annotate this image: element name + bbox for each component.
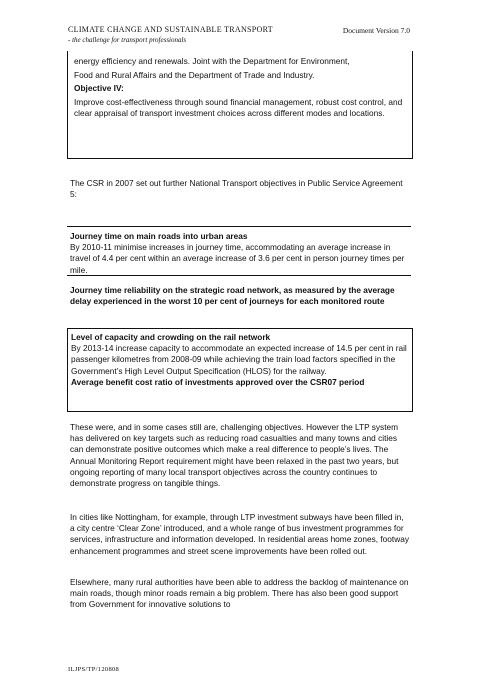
footer-code: ILJPS/TP/120808	[68, 666, 120, 673]
objectives-box	[67, 51, 413, 159]
objectives-line-1: energy efficiency and renewals. Joint with the Department for Environment,	[74, 56, 350, 66]
body-paragraph: In cities like Nottingham, for example, through LTP investment subways have been filled in, a city centre ‘Clear Zone’ introduced, and a whole range of bus investment programmes for services, infrastructure and information developed. In residential areas home zones, footway enhancement programmes and street scene improvements have been rolled out.	[70, 512, 409, 556]
reliability-paragraph: Journey time reliability on the strategic road network, as measured by the average delay experienced in the worst 10 per cent of journeys for each monitored route	[70, 285, 395, 307]
body-paragraph: These were, and in some cases still are, challenging objectives. However the LTP system has delivered on key targets such as reducing road casualties and many towns and cities can demonstrate positive outcomes which make a real difference to people’s lives. The Annual Monitoring Report requirement might have been relaxed in the past two years, but ongoing reporting of many local transport objectives across the country continues to demonstrate progress on tangible things.	[70, 422, 399, 489]
body-paragraph: Elsewhere, many rural authorities have been able to address the backlog of maintenance on main roads, though minor roads remain a big problem. There has also been good support from Government for innovative solutions to	[70, 577, 409, 610]
journey-time-text: By 2010-11 minimise increases in journey time, accommodating an average increase in travel of 4.4 per cent within an average increase of 3.6 per cent in person journey times per mile.	[70, 242, 405, 275]
rail-capacity-box	[67, 328, 413, 412]
journey-time-box	[67, 226, 411, 276]
intro-paragraph: The CSR in 2007 set out further National Transport objectives in Public Service Agreement 5:	[70, 178, 403, 200]
objective-iv-heading: Objective IV:	[74, 83, 124, 93]
header-subtitle: - the challenge for transport professionals	[68, 36, 187, 44]
document-version: Document Version 7.0	[342, 26, 410, 35]
objectives-line-2: Food and Rural Affairs and the Department of Trade and Industry.	[74, 69, 315, 80]
benefit-cost-ratio-heading: Average benefit cost ratio of investments approved over the CSR07 period	[71, 376, 365, 387]
objective-iv-text: Improve cost-effectiveness through sound financial management, robust cost control, and clear appraisal of transport investment choices across different modes and locations.	[74, 96, 403, 118]
rail-capacity-text: By 2013-14 increase capacity to accommodate an expected increase of 14.5 per cent in rail passenger kilometres from 2008-09 while achieving the train load factors specified in the Government’s High Level Output Specification (HLOS) for the railway.	[71, 343, 407, 376]
header-title: CLIMATE CHANGE AND SUSTAINABLE TRANSPORT	[68, 25, 273, 34]
rail-capacity-heading: Level of capacity and crowding on the rail network	[71, 332, 271, 342]
page-header	[68, 25, 273, 45]
journey-time-heading: Journey time on main roads into urban areas	[70, 231, 248, 241]
